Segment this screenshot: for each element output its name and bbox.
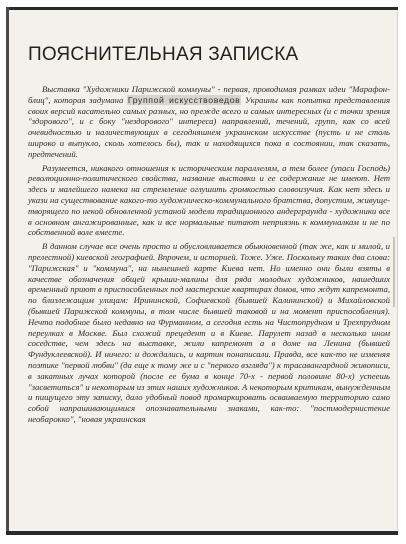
paragraph-3: В данном случае все очень просто и обусловливается обыкновенной (так же, как и милой, и прелестной) киевской географией. Впрочем, и историей. Тоже. Уже. Поскольку таких два слова: "Парижская" и "коммуна", на нынешней карте Киева нет. Но именно они были взяты в качестве обозначения общей крыши-малины для ряда молодых художников, нашедших временный приют в приспособленных под мастерские квартирах домов, что ждут капремонта, по близлежащим улицам: Ирининской, Софиевской (бывшей Калининской) и Михайловской (бывшей Парижской коммуны, в том числе бывшей таковой и на момент приспособления). Нечто подобное было недавно на Фурманном, а сегодня есть на Чистопрудном и Трехпрудном переулках в Москве. Был схожий прецедент и в Киеве. Парулет назад в несколько ином соседстве, чем здесь на выставке, жили капремонт а в доме на Ленина (бывшей Фундуклеевской). И ничего: и дождались, и картин понаписали. Правда, все как-то не изменяя поэтике "первой любви" (да еще к тому же и с "первого взгляда") к трасавангардной живописи, в закатных лучах которой (после ее бума в конце 70-х - первой половине 80-х) успеешь "засветиться" и некоторым из этих наших художников. А некоторым критикам, вынужденным и пищущего эту записку, дало удобный повод промаркировать осваиваемую территорию само собой напрашивающимися опознавательными знаками, как-то: "постмодернистекие необарокко", "новая украинская (28, 241, 390, 424)
paragraph-2: Разумеется, никакого отношения к историческим параллелям, а тем более (упаси Господь) революционно-политического свойства, название выставки и ее содержание не имеют. Нет здесь и малейшего намека на стремление оглушить громкостью словоизучия. Как нет здесь и укази на существование какого-то художническо-коммунального братства, допустим, живуще-творящего по некой обновленной устаной модели традиционного андерграунда - художники все в основном ангажированные, как и все нормальные питают неприязнь к коммуналкам и не по собственной воле вместе. (28, 162, 390, 238)
scan-border-bottom (6, 531, 398, 535)
paragraph-1-end: Украины как попытка представления своих версий касательно самых разных, но прежде всего и самых интересных (и с точки зрения "здорового", и с боку "нездорового" интереса) направлений, течений, групп, как со всей очевидностью и наличествующих в сегодняшнем украинском искусстве (пусть и не столь широко и выпукло, сколь хотелось бы), так и находящихся пока в состоянии, так сказать, предтечений. (28, 94, 391, 159)
scan-artifact (393, 237, 395, 307)
scan-border-left (6, 7, 9, 535)
scan-border-top (6, 7, 398, 10)
document-body (28, 84, 390, 428)
document-page (6, 7, 398, 535)
document-title: ПОЯСНИТЕЛЬНАЯ ЗАПИСКА (28, 44, 299, 65)
paragraph-1 (28, 84, 390, 160)
highlighted-phrase: Группой искусствоведов (127, 94, 241, 105)
paragraph-1-start: Выставка "Художники Парижской коммуны" - первая, проводимая рамках идеи "Марафон-блиц", которая задумана (28, 84, 390, 105)
